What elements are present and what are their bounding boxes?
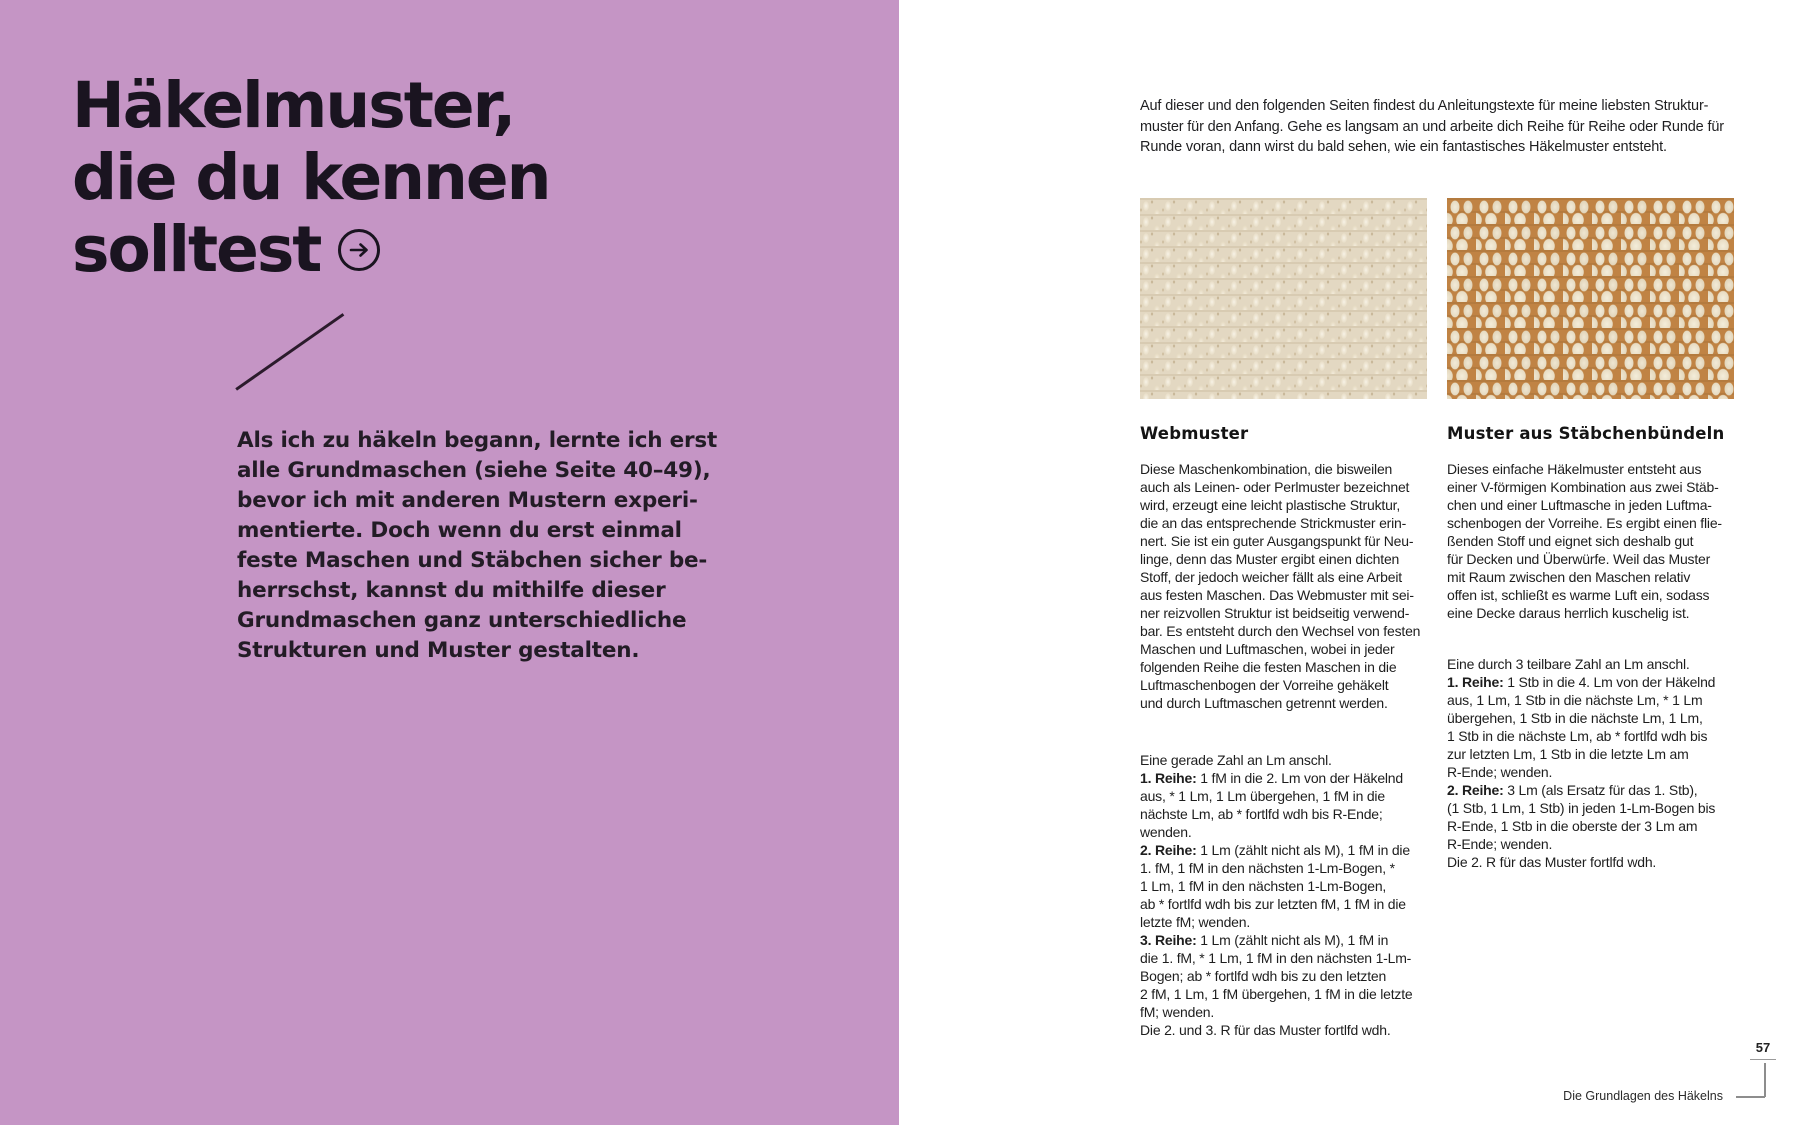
- text-line: und durch Luftmaschen getrennt werden.: [1140, 695, 1388, 711]
- webmuster-description: [1140, 460, 1420, 712]
- text-line: R-Ende; wenden.: [1447, 836, 1553, 852]
- text-line: 2 fM, 1 Lm, 1 fM übergehen, 1 fM in die letzte: [1140, 986, 1413, 1002]
- text-line: zur letzten Lm, 1 Stb in die letzte Lm am: [1447, 746, 1689, 762]
- text-line: für Decken und Überwürfe. Weil das Muster: [1447, 551, 1711, 567]
- column-heading-staebchenbuendeln: Muster aus Stäbchenbündeln: [1447, 424, 1725, 443]
- text-line: chen und einer Luftmasche in jeden Luftma-: [1447, 497, 1712, 513]
- text-line: 3. Reihe: 1 Lm (zählt nicht als M), 1 fM in: [1140, 932, 1389, 948]
- page-number: 57: [1750, 1040, 1776, 1060]
- text-line: feste Maschen und Stäbchen sicher be-: [237, 548, 708, 573]
- text-line: Stoff, der jedoch weicher fällt als eine Arbeit: [1140, 569, 1402, 585]
- text-line: aus, 1 Lm, 1 Stb in die nächste Lm, * 1 Lm: [1447, 692, 1703, 708]
- text-line: Diese Maschenkombination, die bisweilen: [1140, 461, 1393, 477]
- title-text: solltest: [72, 213, 321, 286]
- text-line: 2. Reihe: 1 Lm (zählt nicht als M), 1 fM in die: [1140, 842, 1410, 858]
- text-line: wenden.: [1140, 824, 1192, 840]
- text-line: Die 2. und 3. R für das Muster fortlfd wdh.: [1140, 1022, 1391, 1038]
- text-line: ner reizvollen Struktur ist beidseitig verwend-: [1140, 605, 1410, 621]
- text-line: mentierte. Doch wenn du erst einmal: [237, 518, 682, 543]
- decorative-diagonal-line: [235, 313, 344, 390]
- text-line: Runde voran, dann wirst du bald sehen, wie ein fantastisches Häkelmuster entsteht.: [1140, 139, 1667, 155]
- left-page: [0, 0, 899, 1125]
- text-line: schenbogen der Vorreihe. Es ergibt einen flie-: [1447, 515, 1722, 531]
- text-line: offen ist, schließt es warme Luft ein, sodass: [1447, 587, 1710, 603]
- arrow-right-circle-icon: [338, 229, 380, 271]
- text-line: nert. Sie ist ein guter Ausgangspunkt für Neu-: [1140, 533, 1414, 549]
- text-line: R-Ende; wenden.: [1447, 764, 1553, 780]
- text-line: die an das entsprechende Strickmuster erin-: [1140, 515, 1407, 531]
- text-line: muster für den Anfang. Gehe es langsam an und arbeite dich Reihe für Reihe oder Runde für: [1140, 118, 1724, 135]
- text-line: aus festen Maschen. Das Webmuster mit sei-: [1140, 587, 1414, 603]
- column-heading-webmuster: Webmuster: [1140, 424, 1249, 443]
- left-intro-paragraph: [237, 426, 717, 666]
- text-line: mit Raum zwischen den Maschen relativ: [1447, 569, 1691, 585]
- text-line: 1. fM, 1 fM in den nächsten 1-Lm-Bogen, *: [1140, 860, 1395, 876]
- title-line-1: [72, 70, 549, 142]
- staebchenbuendel-swatch-photo: [1447, 198, 1734, 399]
- text-line: eine Decke daraus herrlich kuschelig ist.: [1447, 605, 1690, 621]
- staebchenbuendel-instructions: [1447, 655, 1715, 871]
- text-line: folgenden Reihe die festen Maschen in die: [1140, 659, 1397, 675]
- text-line: letzte fM; wenden.: [1140, 914, 1251, 930]
- text-line: Maschen und Luftmaschen, wobei in jeder: [1140, 641, 1395, 657]
- text-line: Eine gerade Zahl an Lm anschl.: [1140, 752, 1332, 768]
- title-line-3: [72, 214, 549, 286]
- text-line: einer V-förmigen Kombination aus zwei Stäb-: [1447, 479, 1719, 495]
- text-line: bar. Es entsteht durch den Wechsel von festen: [1140, 623, 1421, 639]
- text-line: wird, erzeugt eine leicht plastische Struktur,: [1140, 497, 1401, 513]
- text-line: 1. Reihe: 1 fM in die 2. Lm von der Häkelnd: [1140, 770, 1403, 786]
- text-line: übergehen, 1 Stb in die nächste Lm, 1 Lm,: [1447, 710, 1703, 726]
- text-line: auch als Leinen- oder Perlmuster bezeichnet: [1140, 479, 1410, 495]
- text-line: herrschst, kannst du mithilfe dieser: [237, 578, 666, 603]
- title-line-2: [72, 142, 549, 214]
- text-line: 1 Lm, 1 fM in den nächsten 1-Lm-Bogen,: [1140, 878, 1387, 894]
- title-text: Häkelmuster,: [72, 69, 515, 142]
- footer-connector-vertical-line: [1764, 1063, 1766, 1097]
- text-line: Auf dieser und den folgenden Seiten findest du Anleitungstexte für meine liebsten Struktur-: [1140, 98, 1709, 114]
- text-line: ßenden Stoff und eignet sich deshalb gut: [1447, 533, 1694, 549]
- text-line: Luftmaschenbogen der Vorreihe gehäkelt: [1140, 677, 1389, 693]
- text-line: Die 2. R für das Muster fortlfd wdh.: [1447, 854, 1657, 870]
- text-line: (1 Stb, 1 Lm, 1 Stb) in jeden 1-Lm-Bogen bis: [1447, 800, 1716, 816]
- text-line: bevor ich mit anderen Mustern experi-: [237, 488, 698, 513]
- text-line: die 1. fM, * 1 Lm, 1 fM in den nächsten 1-Lm-: [1140, 950, 1412, 966]
- text-line: Strukturen und Muster gestalten.: [237, 638, 640, 663]
- text-line: linge, denn das Muster ergibt einen dichten: [1140, 551, 1400, 567]
- text-line: Bogen; ab * fortlfd wdh bis zu den letzten: [1140, 968, 1387, 984]
- webmuster-instructions: [1140, 751, 1413, 1039]
- text-line: 1. Reihe: 1 Stb in die 4. Lm von der Häkelnd: [1447, 674, 1716, 690]
- footer-section-label: Die Grundlagen des Häkelns: [1563, 1089, 1723, 1103]
- text-line: 1 Stb in die nächste Lm, ab * fortlfd wdh bis: [1447, 728, 1708, 744]
- webmuster-swatch-photo: [1140, 198, 1427, 399]
- text-line: fM; wenden.: [1140, 1004, 1215, 1020]
- text-line: R-Ende, 1 Stb in die oberste der 3 Lm am: [1447, 818, 1698, 834]
- text-line: alle Grundmaschen (siehe Seite 40–49),: [237, 458, 711, 483]
- text-line: Als ich zu häkeln begann, lernte ich erst: [237, 428, 718, 453]
- text-line: aus, * 1 Lm, 1 Lm übergehen, 1 fM in die: [1140, 788, 1385, 804]
- text-line: ab * fortlfd wdh bis zur letzten fM, 1 fM in die: [1140, 896, 1406, 912]
- text-line: Dieses einfache Häkelmuster entsteht aus: [1447, 461, 1702, 477]
- page-title: [72, 70, 549, 286]
- title-text: die du kennen: [72, 141, 550, 214]
- footer-connector-horizontal-line: [1736, 1096, 1765, 1098]
- staebchenbuendel-description: [1447, 460, 1722, 622]
- right-intro-paragraph: [1140, 96, 1724, 158]
- text-line: Grundmaschen ganz unterschiedliche: [237, 608, 687, 633]
- text-line: 2. Reihe: 3 Lm (als Ersatz für das 1. Stb),: [1447, 782, 1698, 798]
- text-line: nächste Lm, ab * fortlfd wdh bis R-Ende;: [1140, 806, 1383, 822]
- text-line: Eine durch 3 teilbare Zahl an Lm anschl.: [1447, 656, 1690, 672]
